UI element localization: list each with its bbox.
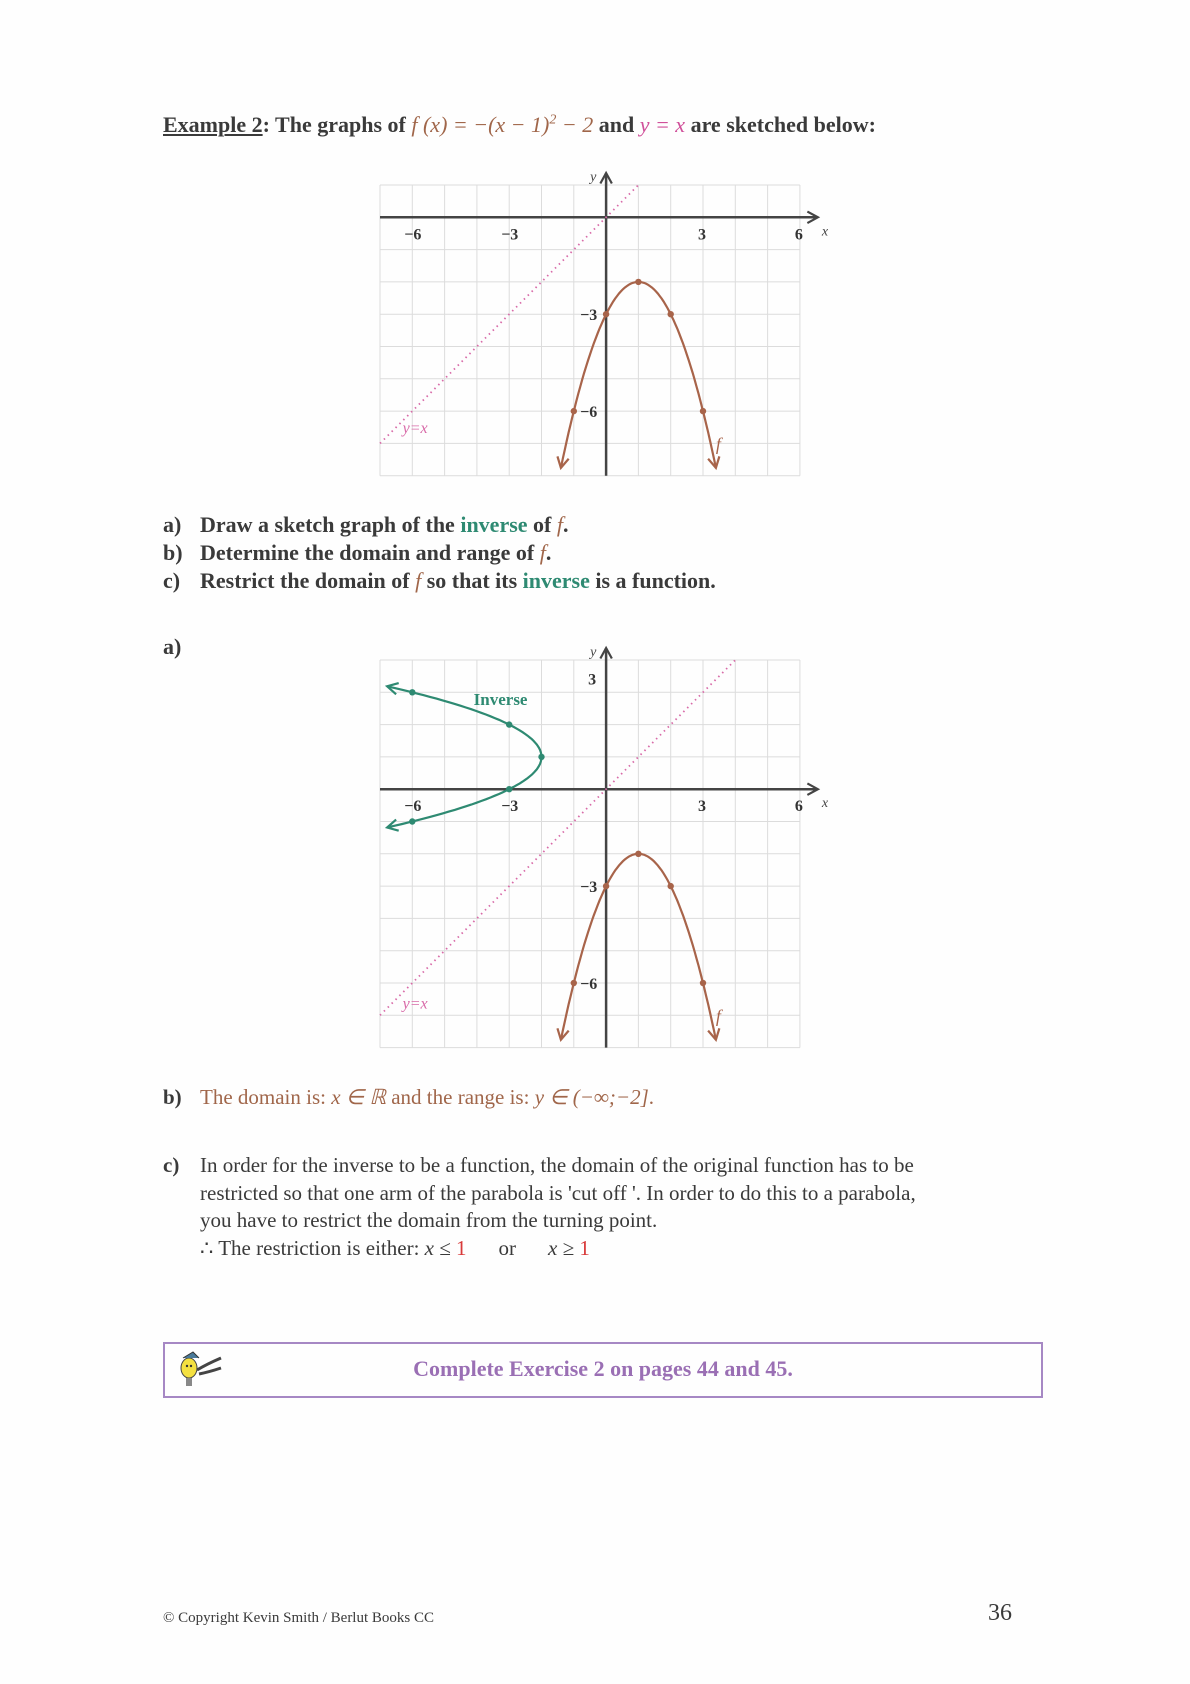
answer-label: c) [163,1153,180,1177]
q-text: Draw a sketch graph of the [200,512,461,537]
page-number: 36 [988,1600,1012,1626]
q-text: so that its [421,568,523,593]
exercise-box [163,1342,1043,1398]
colon: : [262,112,270,137]
function-expression [411,112,593,137]
f-point [571,980,577,986]
answer-text: and the range is: [385,1085,535,1109]
answer-b [163,1085,654,1110]
f-label: f [715,433,721,454]
question-label: c) [163,568,181,593]
x-tick-label: −6 [404,798,422,816]
x-tick-label: 6 [794,226,803,244]
inverse-point [409,818,415,824]
example-label: Example 2 [163,112,263,137]
f-point [603,311,609,317]
answer-text: ∴ The restriction is either: [200,1235,425,1260]
or-text: or [498,1235,517,1260]
f-point [635,279,641,285]
question-b [163,540,551,566]
y-tick-label: −6 [580,404,598,422]
inverse-point [506,721,512,727]
line-expression: y = x [639,112,686,137]
y-tick-label: −6 [580,976,598,993]
exercise-text: Complete Exercise 2 on pages 44 and 45. [413,1356,793,1381]
x-tick-label: −3 [501,798,519,816]
q-text: of [527,512,557,537]
q-text: . [562,512,569,537]
f-point [635,851,641,857]
line-label: y=x [402,995,428,1013]
restriction-line [163,1235,916,1263]
q-inverse: inverse [522,568,590,593]
y-tick-label: 3 [588,671,597,689]
copyright: © Copyright Kevin Smith / Berlut Books CC [163,1610,434,1626]
restriction-2: x ≥ [548,1235,580,1260]
answer-a-label: a) [163,634,182,659]
x-tick-label: 3 [698,798,706,816]
x-axis-name: x [821,224,829,240]
q-inverse: inverse [460,512,528,537]
y-axis-name: y [590,645,597,660]
answer-c [163,1152,916,1262]
q-f: f [415,568,422,593]
answer-text: . [648,1085,655,1109]
title-text: The graphs of [269,112,412,137]
inverse-label: Inverse [473,690,528,710]
restriction-2-value: 1 [579,1235,590,1260]
f-point [603,883,609,889]
x-tick-label: −3 [501,226,519,244]
example-title [163,112,876,138]
x-tick-label: 3 [698,226,706,244]
f-label: f [715,1005,721,1026]
q-text: is a function. [589,568,716,593]
answer-text: The domain is: [200,1085,332,1109]
title-tail: are sketched below: [685,112,876,137]
answer-label: b) [163,1085,182,1109]
question-a [163,512,568,538]
f-point [700,980,706,986]
f-expr: f (x) = −(x − 1) [411,112,550,137]
answer-line: In order for the inverse to be a function, the domain of the original function has to be [200,1153,914,1177]
f-point [700,408,706,414]
question-c [163,568,716,594]
x-tick-label: −6 [404,226,422,244]
and-text: and [593,112,640,137]
f-point [668,311,674,317]
q-text: . [545,540,552,565]
answer-line: restricted so that one arm of the parabola is 'cut off '. In order to do this to a parabola, [200,1180,916,1205]
line-y-equals-x [380,660,735,1015]
y-tick-label: −3 [580,879,598,897]
f-tail: − 2 [556,112,594,137]
line-label: y=x [402,419,428,437]
q-f: f [539,540,546,565]
x-tick-label: 6 [794,798,803,816]
y-axis-name: y [590,170,597,185]
restriction-1-value: 1 [456,1235,467,1260]
f-point [571,408,577,414]
range-expr: y ∈ (−∞;−2] [534,1085,649,1109]
question-label: a) [163,512,182,537]
q-f: f [556,512,563,537]
inverse-point [538,754,544,760]
inverse-point [409,689,415,695]
restriction-1: x ≤ [424,1235,457,1260]
inverse-point [506,786,512,792]
question-label: b) [163,540,183,565]
answer-line: you have to restrict the domain from the turning point. [200,1208,658,1232]
y-tick-label: −3 [580,307,598,325]
domain-expr: x ∈ ℝ [331,1085,386,1109]
exponent: 2 [549,112,557,128]
q-text: Determine the domain and range of [200,540,540,565]
q-text: Restrict the domain of [200,568,416,593]
x-axis-name: x [821,796,829,812]
f-point [668,883,674,889]
